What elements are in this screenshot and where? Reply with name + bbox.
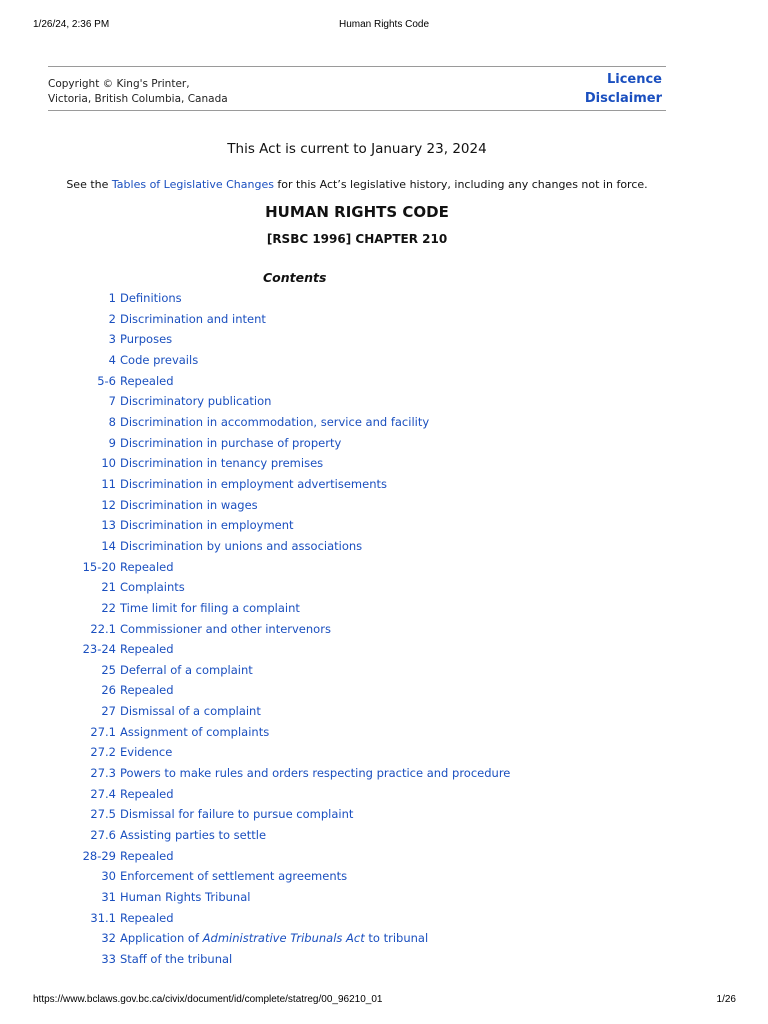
disclaimer-link[interactable]: Disclaimer	[584, 91, 662, 106]
toc-entry[interactable]	[0, 887, 768, 908]
toc-entry[interactable]	[0, 701, 768, 722]
toc-section-title[interactable]: Definitions	[120, 291, 182, 305]
see-prefix: See the	[66, 178, 112, 191]
toc-entry[interactable]	[0, 866, 768, 887]
toc-section-title[interactable]	[120, 931, 428, 945]
print-url: https://www.bclaws.gov.bc.ca/civix/document/id/complete/statreg/00_96210_01	[33, 994, 383, 1005]
toc-section-title[interactable]: Repealed	[120, 559, 174, 574]
toc-section-title[interactable]: Purposes	[120, 332, 173, 347]
toc-entry[interactable]	[0, 391, 768, 412]
toc-section-number[interactable]: 28-29	[82, 848, 116, 863]
toc-section-number[interactable]: 1	[108, 291, 116, 305]
print-header	[0, 19, 768, 33]
toc-section-title[interactable]: Discriminatory publication	[120, 394, 272, 409]
toc-section-number[interactable]: 27.1	[90, 724, 116, 739]
toc-entry[interactable]	[0, 619, 768, 640]
print-footer	[0, 994, 768, 1008]
toc-section-title[interactable]: Time limit for filing a complaint	[120, 600, 300, 615]
toc-title-part: Application of	[120, 931, 203, 946]
toc-section-number[interactable]: 25	[101, 662, 116, 677]
toc-entry[interactable]	[0, 846, 768, 867]
toc-entry[interactable]	[0, 453, 768, 474]
toc-section-number[interactable]: 23-24	[82, 642, 116, 657]
toc-section-number[interactable]: 26	[101, 683, 116, 698]
toc-section-number[interactable]: 27.5	[90, 807, 116, 822]
print-datetime: 1/26/24, 2:36 PM	[33, 19, 110, 30]
toc-section-number[interactable]: 31.1	[90, 910, 116, 925]
toc-entry[interactable]	[0, 660, 768, 681]
toc-section-title[interactable]: Dismissal for failure to pursue complaint	[120, 807, 354, 822]
toc-section-title[interactable]: Deferral of a complaint	[120, 662, 253, 677]
chapter-citation: [RSBC 1996] CHAPTER 210	[266, 232, 448, 246]
toc-section-number[interactable]: 31	[101, 890, 116, 905]
toc-section-title[interactable]: Staff of the tribunal	[120, 952, 233, 966]
toc-title-italic-part: Administrative Tribunals Act	[202, 931, 365, 946]
see-suffix: for this Act’s legislative history, including any changes not in force.	[273, 178, 648, 191]
toc-entry[interactable]	[0, 825, 768, 846]
toc-entry[interactable]	[0, 928, 768, 949]
toc-section-number[interactable]: 32	[101, 931, 116, 946]
toc-section-number[interactable]: 15-20	[82, 559, 116, 574]
toc-section-title[interactable]: Discrimination in wages	[120, 497, 258, 512]
toc-section-number[interactable]: 30	[101, 869, 116, 884]
copyright-notice	[48, 77, 228, 107]
toc-section-number[interactable]: 22	[101, 600, 116, 615]
toc-section-title[interactable]: Discrimination in accommodation, service and facility	[120, 414, 430, 429]
toc-section-title[interactable]: Discrimination in employment	[120, 518, 294, 533]
toc-entry[interactable]	[0, 722, 768, 743]
licence-link[interactable]: Licence	[606, 72, 662, 87]
toc-section-number[interactable]: 7	[108, 394, 116, 409]
toc-section-title[interactable]: Discrimination and intent	[120, 311, 266, 326]
toc-entry[interactable]	[0, 763, 768, 784]
toc-entry[interactable]	[0, 949, 768, 970]
toc-section-title[interactable]: Repealed	[120, 848, 174, 863]
toc-section-number[interactable]: 27.3	[90, 766, 116, 781]
top-divider	[48, 66, 666, 67]
toc-entry[interactable]	[0, 804, 768, 825]
toc-section-number[interactable]: 2	[108, 311, 116, 326]
toc-section-title[interactable]: Repealed	[120, 373, 174, 388]
toc-entry[interactable]	[0, 557, 768, 578]
print-page-number: 1/26	[716, 994, 736, 1005]
currency-notice: This Act is current to January 23, 2024	[227, 141, 487, 157]
legislative-changes-note	[0, 178, 714, 191]
toc-section-title[interactable]: Repealed	[120, 683, 174, 698]
toc-section-title[interactable]: Code prevails	[120, 352, 199, 367]
toc-section-title[interactable]: Discrimination in employment advertisements	[120, 476, 387, 491]
toc-section-title[interactable]: Repealed	[120, 910, 174, 925]
toc-section-number[interactable]: 11	[101, 476, 116, 491]
toc-section-title[interactable]: Powers to make rules and orders respecting practice and procedure	[120, 766, 511, 781]
toc-section-title[interactable]: Assignment of complaints	[120, 724, 270, 739]
toc-section-title[interactable]: Commissioner and other intervenors	[120, 621, 331, 636]
toc-section-number[interactable]: 3	[108, 332, 116, 347]
toc-entry[interactable]	[0, 371, 768, 392]
toc-section-number[interactable]: 10	[101, 456, 116, 471]
toc-section-number[interactable]: 27.6	[90, 828, 116, 843]
toc-section-title[interactable]: Discrimination in purchase of property	[120, 435, 342, 450]
toc-entry[interactable]	[0, 515, 768, 536]
toc-section-title[interactable]: Repealed	[120, 642, 174, 657]
tables-of-legislative-changes-link[interactable]: Tables of Legislative Changes	[111, 178, 274, 191]
toc-section-title[interactable]: Dismissal of a complaint	[120, 704, 261, 719]
toc-section-number[interactable]: 27	[101, 704, 116, 719]
toc-section-number[interactable]: 22.1	[90, 621, 116, 636]
toc-section-title[interactable]: Discrimination by unions and associations	[120, 538, 363, 553]
toc-entry[interactable]	[0, 412, 768, 433]
toc-section-number[interactable]: 14	[101, 538, 116, 553]
toc-section-number[interactable]: 13	[101, 518, 116, 533]
toc-entry[interactable]	[0, 288, 768, 309]
toc-section-number[interactable]: 8	[108, 414, 116, 429]
toc-section-number[interactable]: 9	[108, 435, 116, 450]
toc-section-number[interactable]: 33	[101, 952, 116, 966]
toc-section-title[interactable]: Repealed	[120, 786, 174, 801]
toc-entry[interactable]	[0, 598, 768, 619]
toc-entry[interactable]	[0, 495, 768, 516]
top-links	[585, 70, 662, 108]
toc-title-part: to tribunal	[364, 931, 429, 946]
toc-entry[interactable]	[0, 309, 768, 330]
toc-entry[interactable]	[0, 329, 768, 350]
toc-entry[interactable]	[0, 742, 768, 763]
toc-section-number[interactable]: 27.4	[90, 786, 116, 801]
header-divider	[48, 110, 666, 111]
toc-section-title[interactable]: Complaints	[120, 580, 185, 595]
toc-entry[interactable]	[0, 536, 768, 557]
toc-section-number[interactable]: 12	[101, 497, 116, 512]
act-title: HUMAN RIGHTS CODE	[265, 203, 449, 221]
toc-section-number[interactable]: 27.2	[90, 745, 116, 760]
toc-entry[interactable]	[0, 577, 768, 598]
toc-entry[interactable]	[0, 784, 768, 805]
toc-section-title[interactable]: Assisting parties to settle	[120, 828, 267, 843]
toc-entry[interactable]	[0, 639, 768, 660]
toc-entry[interactable]	[0, 433, 768, 454]
toc-section-title[interactable]: Discrimination in tenancy premises	[120, 456, 324, 471]
toc-section-title[interactable]: Enforcement of settlement agreements	[120, 869, 348, 884]
toc-entry[interactable]	[0, 474, 768, 495]
toc-section-title[interactable]: Evidence	[120, 745, 173, 760]
toc-entry[interactable]	[0, 908, 768, 929]
print-page-title: Human Rights Code	[338, 19, 430, 30]
toc-section-number[interactable]: 4	[108, 352, 116, 367]
toc-section-number[interactable]: 5-6	[97, 373, 116, 388]
contents-heading: Contents	[263, 270, 327, 285]
table-of-contents	[0, 288, 768, 970]
toc-entry[interactable]	[0, 680, 768, 701]
toc-section-title[interactable]: Human Rights Tribunal	[120, 890, 251, 905]
copyright-line-1: Copyright © King's Printer,	[48, 78, 190, 90]
toc-section-number[interactable]: 21	[101, 580, 116, 595]
copyright-line-2: Victoria, British Columbia, Canada	[48, 93, 228, 105]
toc-entry[interactable]	[0, 350, 768, 371]
